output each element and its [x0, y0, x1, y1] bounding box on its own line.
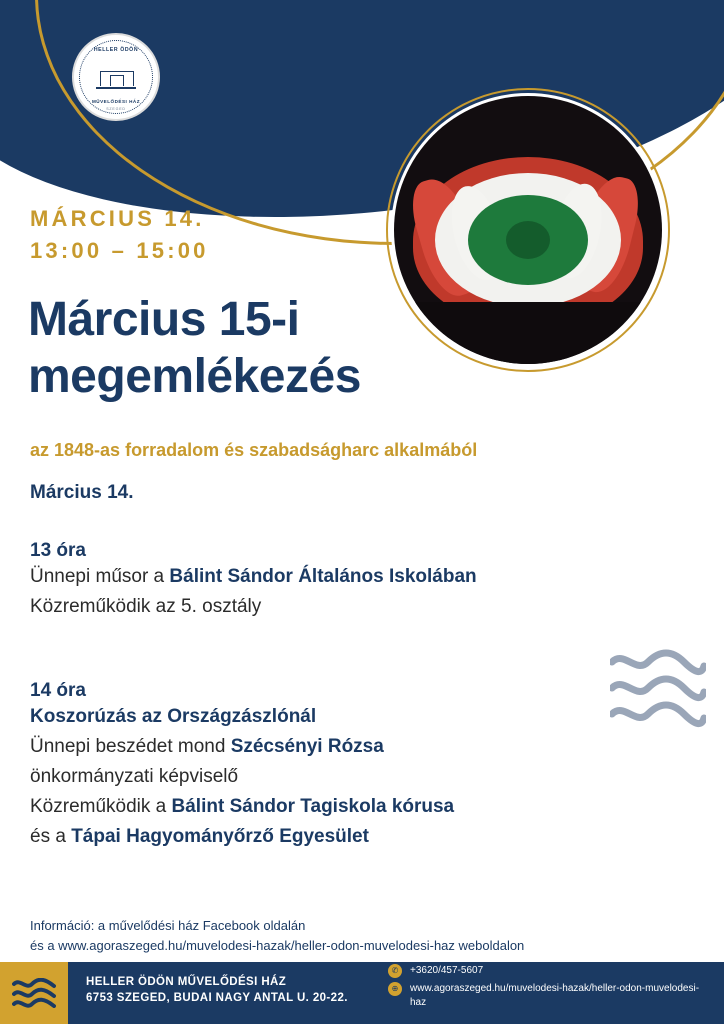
program-line: önkormányzati képviselő: [30, 766, 239, 787]
house-icon: [96, 67, 136, 89]
program-line: Ünnepi beszédet mond Szécsényi Rózsa: [30, 736, 384, 757]
globe-icon: ⊕: [388, 982, 402, 996]
footer-venue-address: 6753 SZEGED, BUDAI NAGY ANTAL U. 20-22.: [86, 992, 348, 1004]
wave-decoration-icon: [610, 648, 706, 740]
program-line: és a Tápai Hagyományőrző Egyesület: [30, 826, 369, 847]
program-time-1: 13 óra: [30, 540, 86, 561]
program-date-heading: Március 14.: [30, 482, 134, 503]
program-time-2: 14 óra: [30, 680, 86, 701]
program-line: Ünnepi műsor a Bálint Sándor Általános Iskolában: [30, 566, 477, 587]
page-subtitle: az 1848-as forradalom és szabadságharc alkalmából: [30, 440, 478, 460]
footer-bar: [0, 962, 724, 1024]
info-line-2: és a www.agoraszeged.hu/muvelodesi-hazak/heller-odon-muvelodesi-haz weboldalon: [30, 938, 525, 953]
phone-icon: ✆: [388, 964, 402, 978]
footer-website[interactable]: www.agoraszeged.hu/muvelodesi-hazak/heller-odon-muvelodesi-haz: [410, 983, 700, 1008]
page-title: [28, 292, 468, 405]
program-line: Koszorúzás az Országzászlónál: [30, 706, 317, 727]
event-time: 13:00 – 15:00: [30, 238, 209, 263]
program-block-2: [30, 680, 454, 852]
footer-venue-name: HELLER ÖDÖN MŰVELŐDÉSI HÁZ: [86, 976, 287, 988]
footer-phone: +3620/457-5607: [410, 965, 484, 976]
footer-contact: [388, 964, 700, 1014]
logo-top-label: HELLER ÖDÖN: [93, 47, 139, 53]
organization-logo: [72, 33, 160, 121]
event-date: MÁRCIUS 14.: [30, 206, 205, 231]
title-line-1: Március 15-i: [28, 293, 300, 346]
logo-bottom-label: MŰVELŐDÉSI HÁZ: [91, 99, 141, 104]
title-line-2: megemlékezés: [28, 349, 361, 403]
program-line: Közreműködik a Bálint Sándor Tagiskola kórusa: [30, 796, 455, 817]
info-text: [30, 916, 524, 956]
footer-website-row[interactable]: [388, 982, 700, 1010]
cockade-center: [506, 221, 550, 259]
program-line: Közreműködik az 5. osztály: [30, 596, 262, 617]
footer-venue: [86, 974, 348, 1006]
info-line-1: Információ: a művelődési ház Facebook oldalán: [30, 918, 306, 933]
footer-phone-row: [388, 964, 700, 978]
logo-ring-label: SZEGED: [106, 107, 126, 111]
program-block-1: [30, 540, 477, 622]
footer-wave-icon: [12, 978, 56, 1008]
logo-inner-ring: [79, 40, 153, 114]
